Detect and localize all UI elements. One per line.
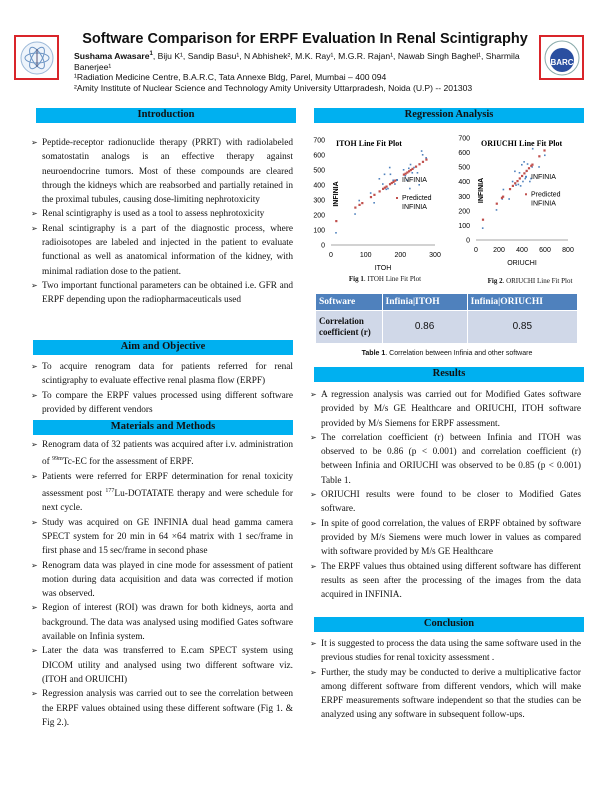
data-point	[354, 213, 356, 215]
legend-label: INFINIA	[402, 204, 427, 211]
bullet-item: ➢ Renogram data of 32 patients was acquired after i.v. administration of $^{99m}$Tc-EC for the assessment of ERPF.	[32, 438, 293, 470]
predicted-point	[543, 149, 545, 151]
predicted-point	[422, 161, 424, 163]
predicted-point	[512, 185, 514, 187]
bullet-item: ➢ Two important functional parameters can be obtained i.e. GFR and ERPF depending upon the radiopharmaceuticals used	[32, 279, 293, 308]
data-point	[496, 209, 498, 211]
bullet-item: ➢ The ERPF values thus obtained using different software has different results as seen after the processing of the images from the data acquired in INFINIA.	[311, 560, 581, 603]
y-tick-label: 600	[458, 150, 470, 158]
bullet-item: ➢ Renal scintigraphy is a part of the diagnostic process, where radioisotopes are labeled and injected in the patient to evaluate functional as well as anatomical information of the kidney, with minimal radiation dose to the patient.	[32, 222, 293, 279]
author-list: Sushama Awasare$^1$, Biju K¹, Sandip Basu¹, N Abhishek², M.K. Ray¹, M.G.R. Rajan¹, Nawab Singh Baghel¹, Sharmila Banerjee¹	[74, 50, 520, 73]
data-point	[387, 188, 389, 190]
predicted-point	[531, 164, 533, 166]
table-caption: Table 1. Correlation between Infinia and other software	[361, 350, 533, 357]
data-point	[382, 183, 384, 185]
results-list	[311, 388, 581, 602]
y-tick-label: 500	[313, 167, 325, 175]
x-tick-label: 100	[359, 252, 372, 259]
bullet-item: ➢ Regression analysis was carried out to see the correlation between the ERPF values obtained using these different software (Fig 1. & Fig 2.).	[32, 687, 293, 730]
predicted-point	[528, 167, 530, 169]
y-tick-label: 200	[313, 212, 325, 220]
chart-title: ITOH Line Fit Plot	[336, 139, 402, 148]
bullet-item: ➢ Further, the study may be conducted to derive a multiplicative factor among different software from different vendors, which will make ERPF measurements software independent so that the studies can be analyzed using any software in subsequent follow-ups.	[311, 666, 581, 723]
x-tick-label: 200	[493, 247, 505, 254]
data-point	[518, 184, 520, 186]
data-point	[520, 185, 522, 187]
bullet-item: ➢ Later the data was transferred to E.cam SPECT system using DICOM utility and analysed using two different software viz.(ITOH and ORUICHI)	[32, 644, 293, 687]
data-point	[394, 183, 396, 185]
predicted-point	[394, 180, 396, 182]
data-point	[370, 192, 372, 194]
y-tick-label: 300	[458, 193, 470, 201]
predicted-point	[415, 166, 417, 168]
data-point	[514, 171, 516, 173]
data-point	[482, 227, 484, 229]
methods-heading: Materials and Methods	[33, 420, 293, 435]
y-tick-label: 400	[313, 182, 325, 190]
data-point	[515, 184, 517, 186]
regression-heading: Regression Analysis	[314, 108, 584, 123]
lead-author: Sushama Awasare	[74, 50, 150, 61]
data-point	[411, 172, 413, 174]
data-point	[389, 167, 391, 169]
y-tick-label: 600	[313, 152, 325, 160]
bullet-item: ➢ To compare the ERPF values processed using different software provided by different vendors	[32, 389, 293, 418]
data-point	[544, 154, 546, 156]
fig2-caption: Fig 2. ORIUCHI Line Fit Plot	[487, 277, 573, 285]
data-point	[503, 189, 505, 191]
predicted-point	[502, 196, 504, 198]
correlation-table	[316, 294, 578, 343]
table-header: Software	[316, 294, 382, 311]
legend-marker	[396, 197, 398, 199]
predicted-point	[425, 159, 427, 161]
predicted-point	[538, 155, 540, 157]
predicted-point	[385, 186, 387, 188]
data-point	[410, 164, 412, 166]
data-point	[408, 168, 410, 170]
predicted-point	[482, 219, 484, 221]
data-point	[390, 174, 392, 176]
predicted-point	[509, 188, 511, 190]
legend-label: Predicted	[531, 191, 561, 199]
methods-list	[32, 438, 293, 730]
data-point	[519, 172, 521, 174]
data-point	[529, 181, 531, 183]
x-tick-label: 600	[539, 247, 551, 254]
x-tick-label: 300	[429, 252, 441, 259]
y-axis-label: INFINIA	[478, 177, 485, 204]
data-point	[527, 163, 529, 165]
x-tick-label: 0	[329, 252, 333, 259]
x-axis-label: ORIUCHI	[507, 260, 537, 267]
legend-label: Predicted	[402, 195, 432, 202]
bullet-item: ➢ A regression analysis was carried out for Modified Gates software provided by M/s GE Healthcare and ORIUCHI, ITOH software provided by M/s Siemens for ERPF assessment.	[311, 388, 581, 431]
data-point	[409, 188, 411, 190]
legend-marker	[525, 193, 527, 195]
bullet-item: ➢ To acquire renogram data for patients referred for renal scintigraphy to evaluate effective renal plasma flow (ERPF)	[32, 360, 293, 389]
bullet-item: ➢ In spite of good correlation, the values of ERPF obtained by software provided by M/s Siemens were much lower in values as compared with software provided by M/s GE Healthcare	[311, 517, 581, 560]
data-point	[384, 174, 386, 176]
predicted-point	[519, 177, 521, 179]
predicted-point	[526, 170, 528, 172]
y-tick-label: 100	[458, 222, 470, 230]
bullet-item: ➢ The correlation coefficient (r) between Infinia and ITOH was observed to be 0.86 (p < 0.001) and correlation coefficient (r) between Infinia and ORIUCHI was observed to be 0.85 (p < 0.001) Table 1.	[311, 431, 581, 488]
bullet-item: ➢ Study was acquired on GE INFINIA dual head gamma camera SPECT system for 20 min in 64 ×64 matrix with 1 sec/frame in first phase and 15 sec/frame in second phase	[32, 516, 293, 559]
x-tick-label: 200	[394, 252, 407, 259]
bullet-item: ➢ It is suggested to process the data using the same software used in the previous studies for renal toxicity assessment .	[311, 637, 581, 666]
data-point	[524, 178, 526, 180]
oriuchi-line-fit-chart	[455, 128, 600, 278]
y-axis-label: INFINIA	[333, 181, 340, 207]
predicted-point	[496, 203, 498, 205]
predicted-point	[358, 204, 360, 206]
data-point	[523, 161, 525, 163]
data-point	[512, 181, 514, 183]
legend-marker	[525, 176, 527, 178]
data-point	[508, 198, 510, 200]
predicted-point	[379, 190, 381, 192]
poster-title: Software Comparison for ERPF Evaluation In Renal Scintigraphy	[82, 31, 528, 47]
table-header: Infinia|ORIUCHI	[467, 294, 577, 311]
predicted-point	[514, 182, 516, 184]
chart-title: ORIUCHI Line Fit Plot	[481, 139, 563, 148]
other-authors: , Biju K¹, Sandip Basu¹, N Abhishek², M.K. Ray¹, M.G.R. Rajan¹, Nawab Singh Baghel¹, Sharmila Banerjee¹	[74, 50, 520, 73]
y-tick-label: 300	[313, 197, 325, 205]
x-tick-label: 800	[562, 247, 574, 254]
barc-logo	[539, 35, 584, 80]
data-point	[421, 150, 423, 152]
predicted-point	[521, 175, 523, 177]
bullet-item: ➢ Peptide-receptor radionuclide therapy (PRRT) with radiolabeled somatostatin analogs is an effective therapy against neuroendocrine tumors. Most of these compounds are cleared through the kidneys which are reabsorbed and partially retained in the proximal tubules, causing dose-limiting nephrotoxicity	[32, 136, 293, 207]
data-point	[403, 169, 405, 171]
x-tick-label: 400	[516, 247, 528, 254]
conclusion-heading: Conclusion	[314, 617, 584, 632]
predicted-point	[418, 163, 420, 165]
y-tick-label: 100	[313, 227, 325, 235]
y-tick-label: 0	[321, 242, 325, 250]
data-point	[538, 166, 540, 168]
data-point	[522, 181, 524, 183]
predicted-point	[335, 220, 337, 222]
bullet-item: ➢ Region of interest (ROI) was drawn for both kidneys, aorta and background. The data was analysed using modified Gates software available on Infinia system.	[32, 601, 293, 644]
table-header: Infinia|ITOH	[382, 294, 467, 311]
data-point	[418, 184, 420, 186]
itoh-line-fit-chart	[310, 128, 460, 278]
affiliation-1: ¹Radiation Medicine Centre, B.A.R.C, Tata Annexe Bldg, Parel, Mumbai – 400 094	[74, 72, 387, 82]
predicted-point	[354, 207, 356, 209]
conclusion-list	[311, 637, 581, 723]
aim-list	[32, 360, 293, 417]
bullet-item: ➢ ORIUCHI results were found to be closer to Modified Gates software.	[311, 488, 581, 517]
data-point	[417, 172, 419, 174]
table-row: Correlation coefficient (r) 0.86 0.85	[316, 311, 578, 343]
bullet-item: ➢ Renogram data was played in cine mode for assessment of patient motion during data acquisition and data was corrected if motion was observed.	[32, 559, 293, 602]
left-institute-logo	[14, 35, 59, 80]
x-tick-label: 0	[474, 247, 478, 254]
data-point	[532, 148, 534, 150]
legend-label: INFINIA	[531, 173, 556, 181]
y-tick-label: 700	[313, 137, 325, 145]
predicted-point	[370, 196, 372, 198]
fig1-caption: Fig 1. ITOH Line Fit Plot	[348, 275, 422, 283]
predicted-point	[516, 180, 518, 182]
predicted-point	[523, 172, 525, 174]
legend-label: INFINIA	[531, 200, 556, 208]
predicted-point	[373, 194, 375, 196]
x-axis-label: ITOH	[374, 265, 392, 272]
y-tick-label: 200	[458, 208, 470, 216]
y-tick-label: 700	[458, 135, 470, 143]
results-heading: Results	[314, 367, 584, 382]
introduction-list	[32, 136, 293, 308]
bullet-item: ➢ Renal scintigraphy is used as a tool to assess nephrotoxicity	[32, 207, 293, 221]
y-tick-label: 0	[466, 237, 470, 245]
legend-label: INFINIA	[402, 177, 427, 184]
bullet-item: ➢ Patients were referred for ERPF determination for renal toxicity assessment post $^{177}$Lu-DOTATATE therapy and were schedule for next cycle.	[32, 470, 293, 516]
svg-text:BARC: BARC	[549, 57, 574, 67]
data-point	[425, 157, 427, 159]
y-tick-label: 400	[458, 179, 470, 187]
data-point	[373, 202, 375, 204]
predicted-point	[411, 168, 413, 170]
affiliation-2: ²Amity Institute of Nuclear Science and Technology Amity University Uttarpradesh, Noida (U.P) -- 201303	[74, 83, 473, 93]
aim-heading: Aim and Objective	[33, 340, 293, 355]
data-point	[335, 232, 337, 234]
data-point	[358, 200, 360, 202]
data-point	[422, 154, 424, 156]
y-tick-label: 500	[458, 164, 470, 172]
data-point	[379, 178, 381, 180]
introduction-heading: Introduction	[36, 108, 296, 123]
predicted-point	[361, 202, 363, 204]
data-point	[521, 164, 523, 166]
